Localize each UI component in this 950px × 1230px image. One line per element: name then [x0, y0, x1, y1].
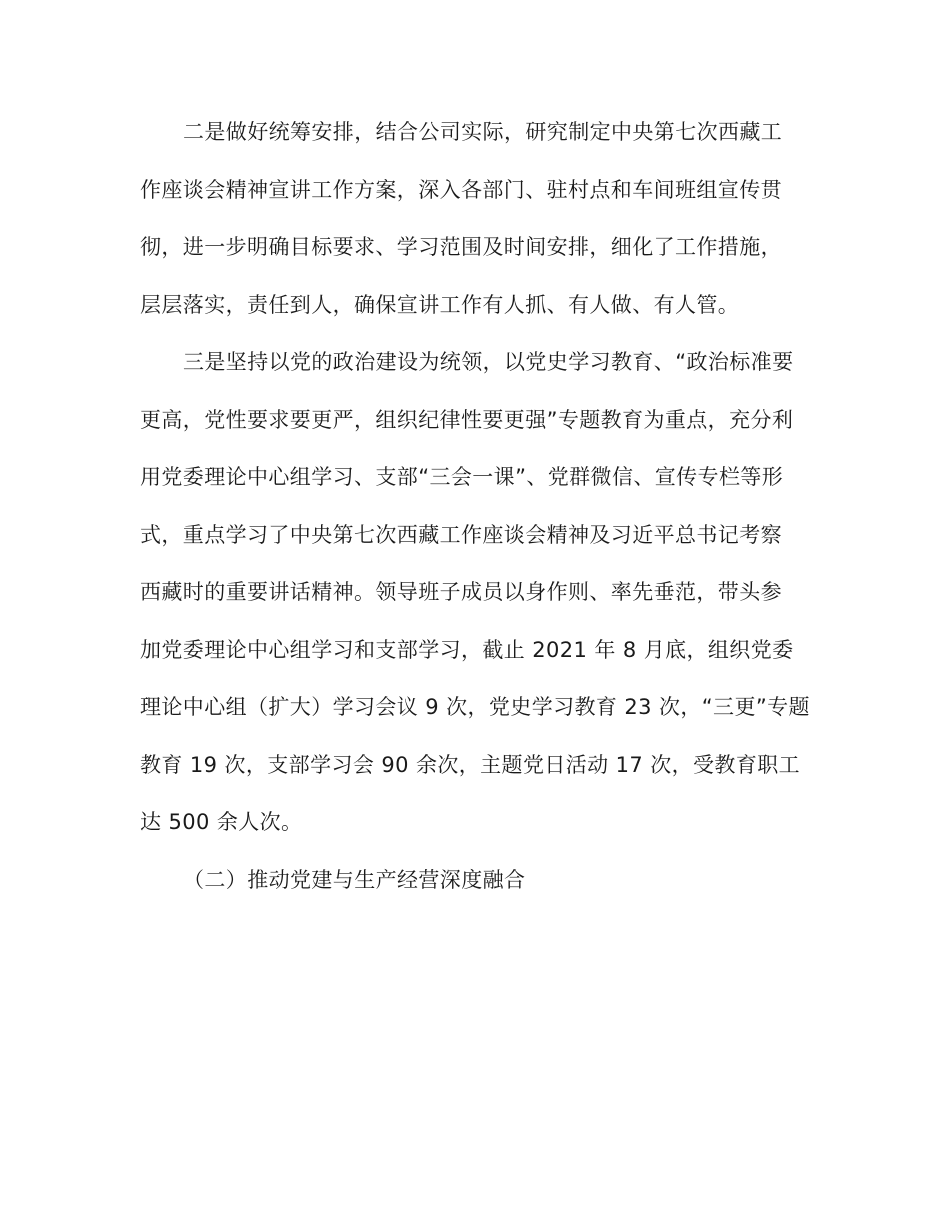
- paragraph-line: 三是坚持以党的政治建设为统领，以党史学习教育、“政治标准要: [183, 350, 794, 374]
- paragraph-line: 教育 19 次，支部学习会 90 余次，主题党日活动 17 次，受教育职工: [140, 752, 801, 777]
- paragraph-line: 二是做好统筹安排，结合公司实际，研究制定中央第七次西藏工: [183, 120, 783, 144]
- document-body: [140, 104, 810, 909]
- paragraph-line: 式，重点学习了中央第七次西藏工作座谈会精神及习近平总书记考察: [140, 522, 782, 547]
- paragraph-line: 理论中心组（扩大）学习会议 9 次，党史学习教育 23 次，“三更”专题: [140, 695, 810, 719]
- paragraph-political-building: [140, 334, 810, 852]
- paragraph-line: 加党委理论中心组学习和支部学习，截止 2021 年 8 月底，组织党委: [140, 637, 794, 662]
- paragraph-coordination: [140, 104, 810, 334]
- section-heading: （二）推动党建与生产经营深度融合: [183, 867, 526, 892]
- paragraph-line: 用党委理论中心组学习、支部“三会一课”、党群微信、宣传专栏等形: [140, 465, 784, 489]
- paragraph-line: 层层落实，责任到人，确保宣讲工作有人抓、有人做、有人管。: [140, 292, 740, 317]
- paragraph-line: 彻，进一步明确目标要求、学习范围及时间安排，细化了工作措施，: [140, 235, 782, 259]
- paragraph-line: 作座谈会精神宣讲工作方案，深入各部门、驻村点和车间班组宣传贯: [140, 177, 782, 202]
- paragraph-line: 达 500 余人次。: [140, 810, 303, 834]
- paragraph-line: 更高，党性要求要更严，组织纪律性要更强”专题教育为重点，充分利: [140, 407, 794, 432]
- paragraph-line: 西藏时的重要讲话精神。领导班子成员以身作则、率先垂范，带头参: [140, 580, 782, 604]
